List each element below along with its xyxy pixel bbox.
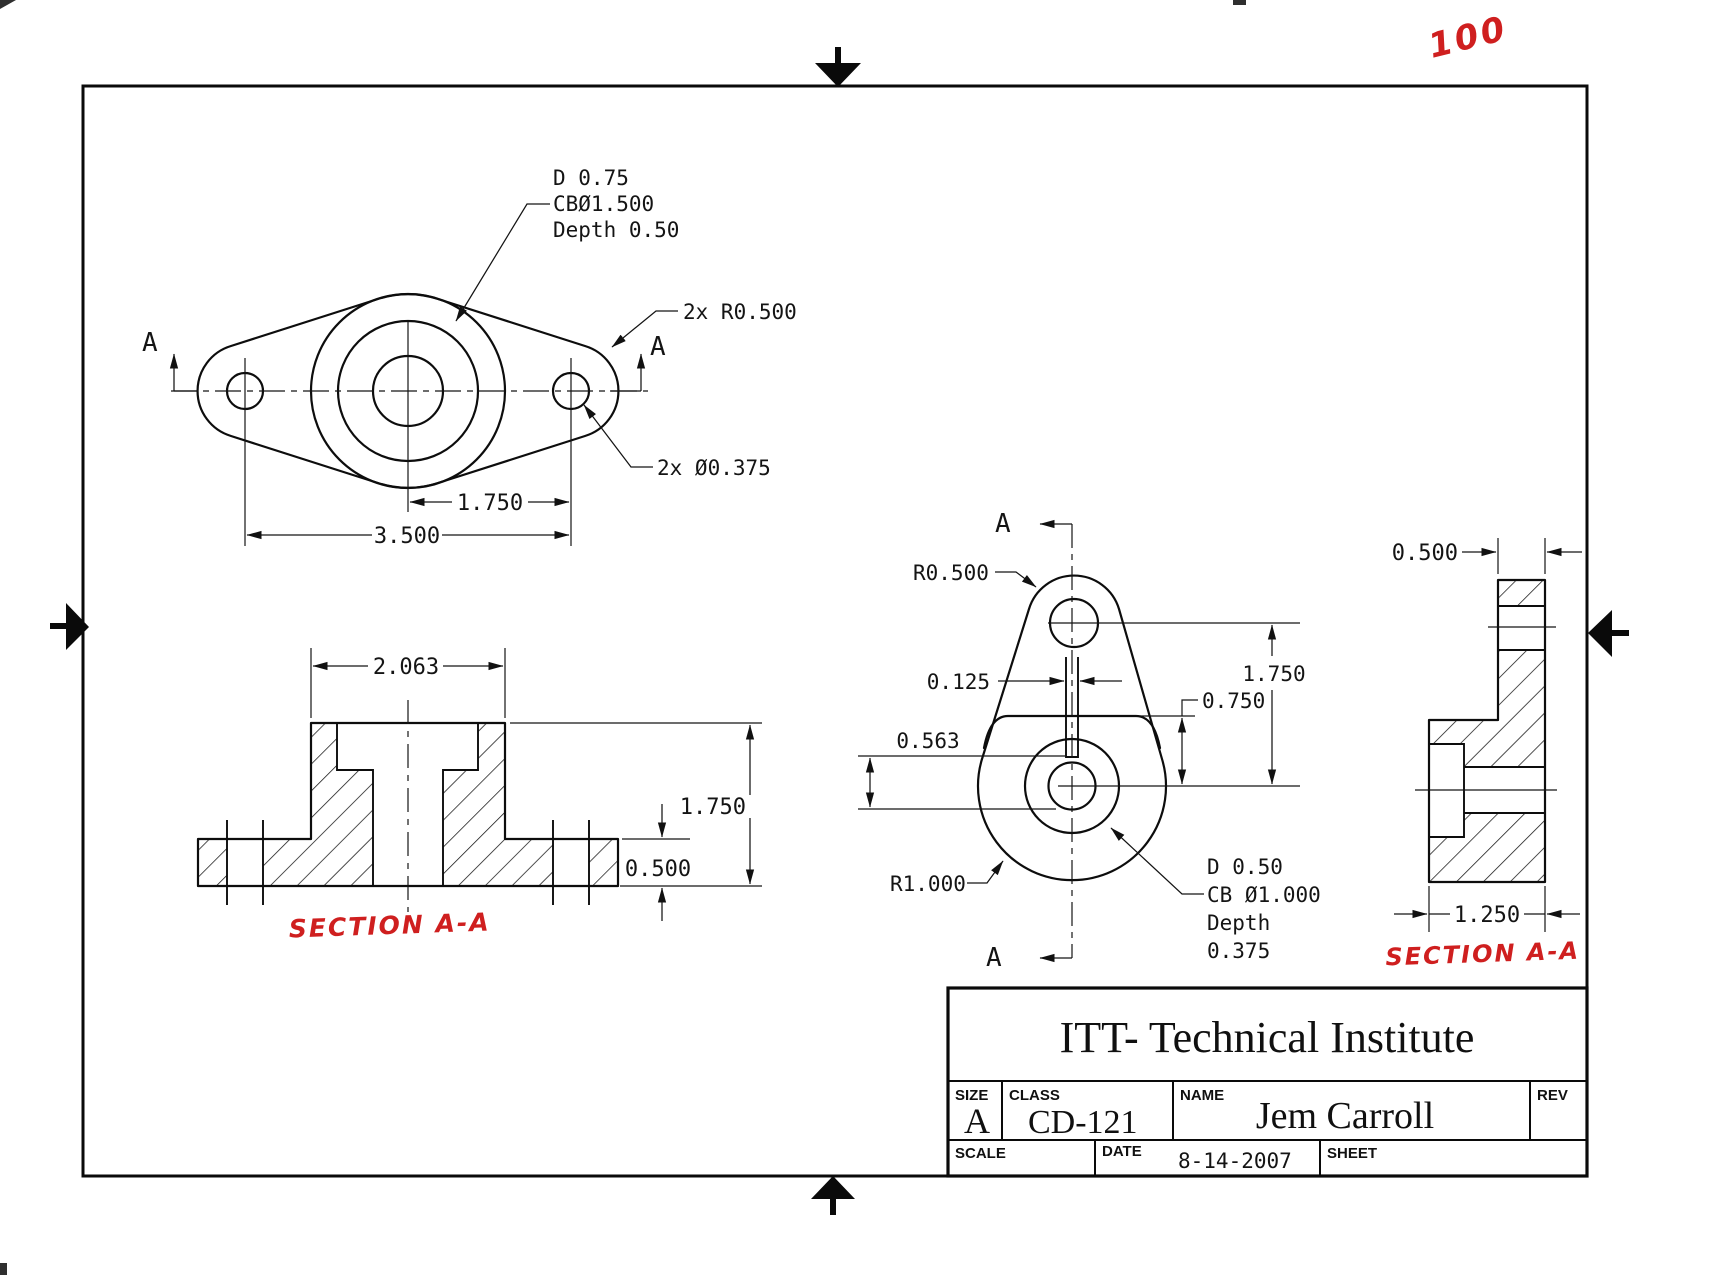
rev-label: REV	[1537, 1087, 1568, 1104]
section-caption-red: SECTION A-A	[288, 907, 492, 944]
flange-hole-leader	[584, 405, 653, 467]
registration-arrow-top-icon	[815, 47, 861, 87]
title-block	[948, 988, 1587, 1176]
name-label: NAME	[1180, 1087, 1225, 1104]
sheet-label: SHEET	[1327, 1145, 1378, 1162]
dim-boss-width: 2.063	[372, 655, 440, 680]
date-value: 8-14-2007	[1178, 1149, 1292, 1173]
lever-body-radius-note: R1.000	[890, 872, 966, 896]
section-letter-left: A	[142, 328, 158, 358]
dim-hole-to-hole: 3.500	[373, 524, 441, 549]
grade-annotation-red: 100	[1424, 8, 1512, 67]
flange-hole-note: 2x Ø0.375	[657, 456, 771, 480]
section-caption-red-2: SECTION A-A	[1385, 936, 1581, 972]
lever-top-view	[858, 509, 1321, 973]
lever-cb-callout-line1: D 0.50	[1207, 855, 1283, 879]
lever-hole-spacing-dim: 1.750	[1242, 662, 1306, 686]
registration-arrow-right-icon	[1588, 610, 1629, 657]
size-value: A	[964, 1101, 990, 1141]
lever-top-radius-leader	[995, 572, 1036, 587]
dim-base-width: 1.250	[1453, 903, 1521, 928]
lever-cb-callout-line3: Depth	[1207, 911, 1271, 935]
flange-cb-callout-line3: Depth 0.50	[553, 218, 680, 242]
institution-title: ITT- Technical Institute	[1059, 1013, 1475, 1062]
class-value: CD-121	[1028, 1104, 1138, 1141]
dim-tab-thickness: 0.500	[1391, 541, 1458, 566]
lever-keyway-depth-dim: 0.563	[896, 729, 960, 753]
flange-top-view	[142, 166, 797, 549]
flange-cb-leader	[456, 204, 550, 321]
flange-radius-leader	[612, 311, 678, 347]
lever-section-letter-bottom: A	[986, 943, 1002, 973]
lever-cb-leader	[1111, 828, 1204, 894]
lever-section-view	[1385, 538, 1582, 971]
section-letter-right: A	[650, 332, 666, 362]
dim-total-height: 1.750	[679, 795, 746, 820]
dim-base-thickness: 0.500	[624, 857, 692, 882]
lever-boss-flat-dim: 0.750	[1202, 689, 1266, 713]
dim-center-to-hole: 1.750	[456, 491, 524, 516]
scale-label: SCALE	[955, 1145, 1006, 1162]
lever-cb-callout-line4: 0.375	[1207, 939, 1271, 963]
size-label: SIZE	[955, 1087, 989, 1104]
flange-section-view	[198, 648, 762, 944]
name-value: Jem Carroll	[1255, 1095, 1435, 1137]
flange-cb-callout-line1: D 0.75	[553, 166, 629, 190]
lever-body-radius-leader	[967, 861, 1003, 883]
flange-radius-note: 2x R0.500	[683, 300, 797, 324]
lever-top-radius-note: R0.500	[913, 561, 989, 585]
lever-slot-width-dim: 0.125	[926, 670, 990, 694]
flange-cb-callout-line2: CBØ1.500	[553, 192, 655, 216]
registration-arrow-bottom-icon	[811, 1176, 855, 1215]
lever-cb-callout-line2: CB Ø1.000	[1207, 883, 1321, 907]
lever-section-letter-top: A	[995, 509, 1011, 539]
date-label: DATE	[1102, 1143, 1142, 1160]
class-label: CLASS	[1009, 1087, 1060, 1104]
